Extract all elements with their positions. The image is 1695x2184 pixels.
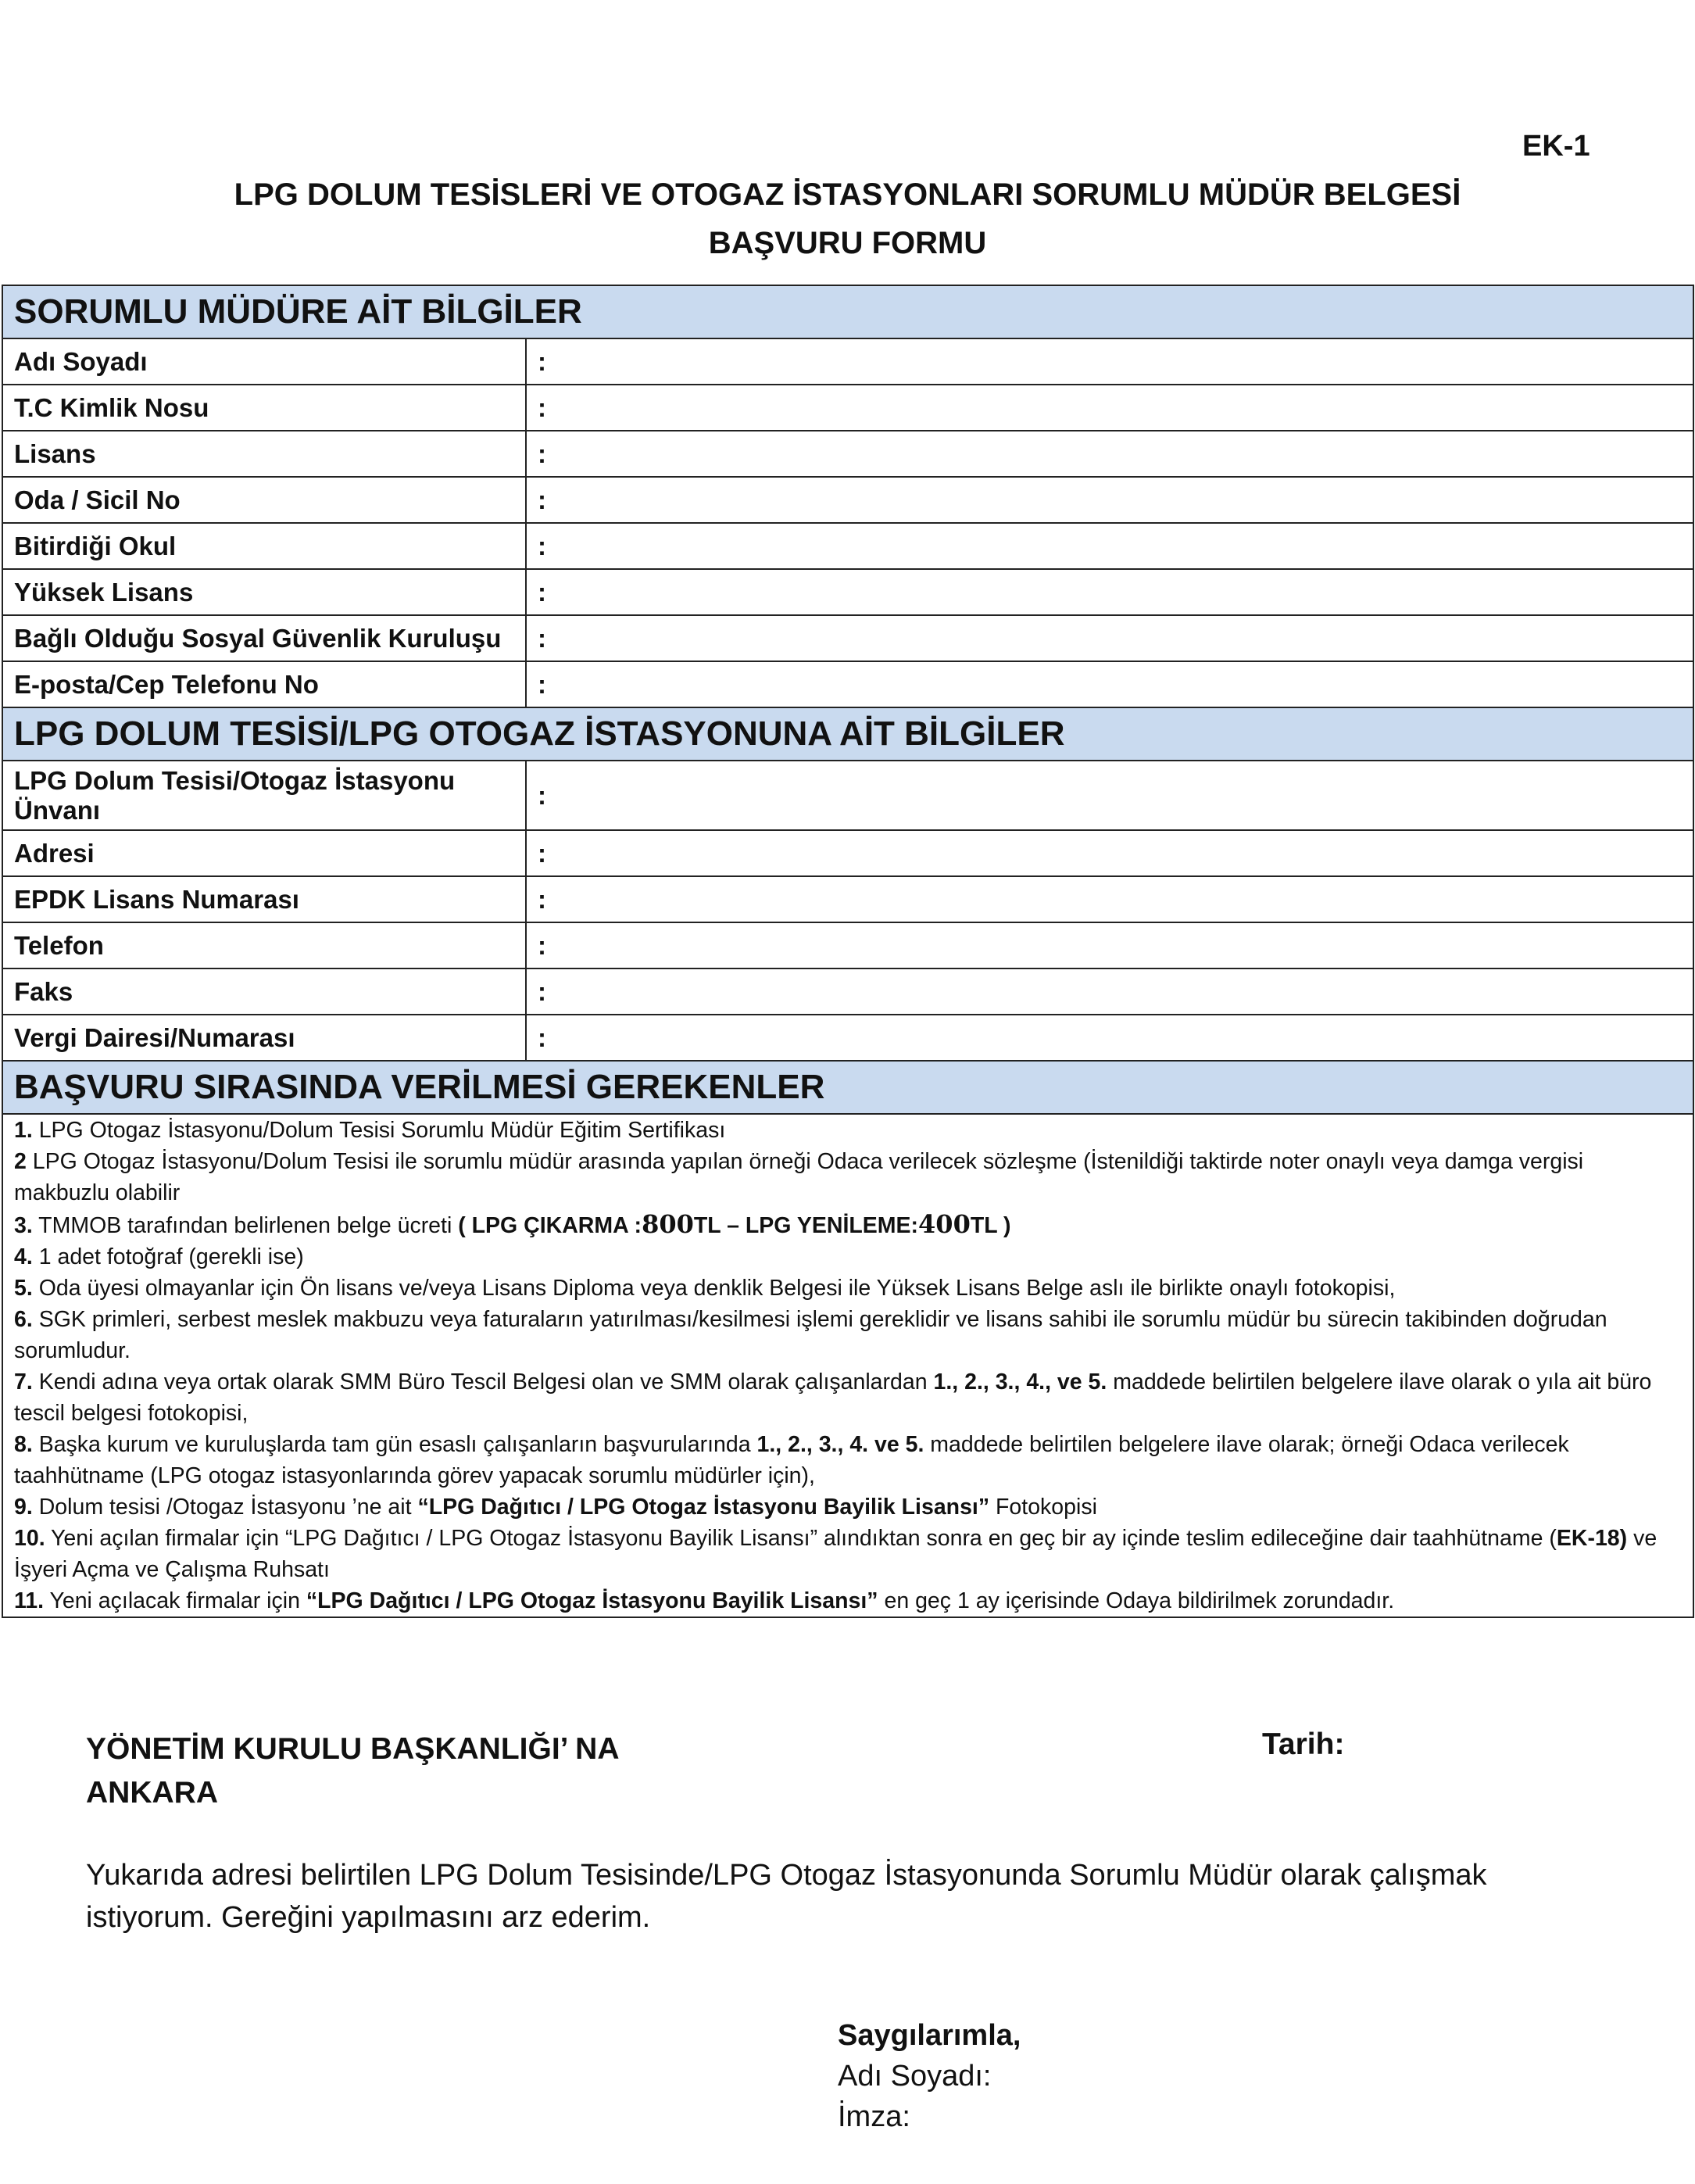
phone-field[interactable]: : (526, 922, 1693, 968)
fax-field[interactable]: : (526, 968, 1693, 1015)
page-title (0, 170, 1695, 267)
list-item: 6. SGK primleri, serbest meslek makbuzu veya faturaların yatırılması/kesilmesi işlemi gereklidir ve lisans sahibi ile sorumlu müdür bu sürecin takibinden doğrudan sorumludur. (14, 1307, 1607, 1363)
section-heading-requirements: BAŞVURU SIRASINDA VERİLMESİ GEREKENLER (2, 1061, 1693, 1114)
form-row (2, 338, 1693, 385)
form-row (2, 922, 1693, 968)
field-label: E-posta/Cep Telefonu No (2, 661, 526, 707)
addressee-line-1: YÖNETİM KURULU BAŞKANLIĞI’ NA (86, 1732, 620, 1766)
section-heading-station: LPG DOLUM TESİSİ/LPG OTOGAZ İSTASYONUNA AİT BİLGİLER (2, 707, 1693, 761)
field-label: LPG Dolum Tesisi/Otogaz İstasyonu Ünvanı (2, 761, 526, 830)
list-item: 10. Yeni açılan firmalar için “LPG Dağıtıcı / LPG Otogaz İstasyonu Bayilik Lisansı” alındıktan sonra en geç bir ay içinde teslim edileceğine dair taahhütname (EK-18) ve İşyeri Açma ve Çalışma Ruhsatı (14, 1526, 1657, 1582)
signature-block (838, 2015, 1021, 2137)
field-label: Faks (2, 968, 526, 1015)
list-item: 9. Dolum tesisi /Otogaz İstasyonu ’ne ait “LPG Dağıtıcı / LPG Otogaz İstasyonu Bayilik Lisansı” Fotokopisi (14, 1495, 1097, 1520)
epdk-license-field[interactable]: : (526, 876, 1693, 922)
signature-label: İmza: (838, 2100, 910, 2133)
field-label: T.C Kimlik Nosu (2, 385, 526, 431)
section-heading-manager: SORUMLU MÜDÜRE AİT BİLGİLER (2, 285, 1693, 338)
addressee-line-2: ANKARA (86, 1776, 218, 1810)
application-form-table (2, 285, 1694, 1618)
field-label: Vergi Dairesi/Numarası (2, 1015, 526, 1061)
renewal-fee: 400 (918, 1209, 971, 1239)
requirements-list (2, 1114, 1693, 1617)
masters-field[interactable]: : (526, 569, 1693, 615)
school-field[interactable]: : (526, 523, 1693, 569)
id-number-field[interactable]: : (526, 385, 1693, 431)
name-field[interactable]: : (526, 338, 1693, 385)
chamber-registry-field[interactable]: : (526, 477, 1693, 523)
field-label: Bağlı Olduğu Sosyal Güvenlik Kuruluşu (2, 615, 526, 661)
address-field[interactable]: : (526, 830, 1693, 876)
field-label: Oda / Sicil No (2, 477, 526, 523)
title-line-1: LPG DOLUM TESİSLERİ VE OTOGAZ İSTASYONLARI SORUMLU MÜDÜR BELGESİ (234, 177, 1461, 212)
form-row (2, 615, 1693, 661)
field-label: Yüksek Lisans (2, 569, 526, 615)
station-title-field[interactable]: : (526, 761, 1693, 830)
list-item: 2 LPG Otogaz İstasyonu/Dolum Tesisi ile sorumlu müdür arasında yapılan örneği Odaca verilecek sözleşme (İstenildiği taktirde noter onaylı veya damga vergisi makbuzlu olabilir (14, 1149, 1584, 1205)
list-item: 4. 1 adet fotoğraf (gerekli ise) (14, 1244, 304, 1269)
form-row (2, 477, 1693, 523)
form-row (2, 1015, 1693, 1061)
form-row (2, 968, 1693, 1015)
annex-number: EK-1 (1522, 130, 1590, 163)
form-row (2, 661, 1693, 707)
degree-field[interactable]: : (526, 431, 1693, 477)
form-row (2, 876, 1693, 922)
field-label: EPDK Lisans Numarası (2, 876, 526, 922)
form-row (2, 569, 1693, 615)
email-phone-field[interactable]: : (526, 661, 1693, 707)
field-label: Lisans (2, 431, 526, 477)
title-line-2: BAŞVURU FORMU (708, 226, 987, 260)
list-item: 8. Başka kurum ve kuruluşlarda tam gün esaslı çalışanların başvurularında 1., 2., 3., 4. ve 5. maddede belirtilen belgelere ilave olarak; örneği Odaca verilecek taahhütname (LPG otogaz istasyonlarında görev yapacak sorumlu müdürler için), (14, 1432, 1569, 1488)
list-item: 7. Kendi adına veya ortak olarak SMM Büro Tescil Belgesi olan ve SMM olarak çalışanlardan 1., 2., 3., 4., ve 5. maddede belirtilen belgelere ilave olarak o yıla ait büro tescil belgesi fotokopisi, (14, 1369, 1652, 1426)
form-row (2, 523, 1693, 569)
date-label: Tarih: (1262, 1728, 1345, 1761)
field-label: Adı Soyadı (2, 338, 526, 385)
form-row (2, 431, 1693, 477)
tax-office-field[interactable]: : (526, 1015, 1693, 1061)
field-label: Telefon (2, 922, 526, 968)
list-item: 5. Oda üyesi olmayanlar için Ön lisans ve/veya Lisans Diploma veya denklik Belgesi ile Yüksek Lisans Belge aslı ile birlikte onaylı fotokopisi, (14, 1276, 1396, 1301)
list-item: 11. Yeni açılacak firmalar için “LPG Dağıtıcı / LPG Otogaz İstasyonu Bayilik Lisansı” en geç 1 ay içerisinde Odaya bildirilmek zorundadır. (14, 1588, 1395, 1613)
signer-name-label: Adı Soyadı: (838, 2060, 992, 2093)
form-row (2, 385, 1693, 431)
list-item: 3. TMMOB tarafından belirlenen belge ücreti ( LPG ÇIKARMA :800TL – LPG YENİLEME:400TL ) (14, 1209, 1011, 1239)
field-label: Bitirdiği Okul (2, 523, 526, 569)
social-security-field[interactable]: : (526, 615, 1693, 661)
closing-salutation: Saygılarımla, (838, 2019, 1021, 2052)
addressee (86, 1728, 620, 1815)
list-item: 1. LPG Otogaz İstasyonu/Dolum Tesisi Sorumlu Müdür Eğitim Sertifikası (14, 1118, 726, 1143)
field-label: Adresi (2, 830, 526, 876)
form-row (2, 830, 1693, 876)
issue-fee: 800 (642, 1209, 694, 1239)
form-row (2, 761, 1693, 830)
petition-text: Yukarıda adresi belirtilen LPG Dolum Tesisinde/LPG Otogaz İstasyonunda Sorumlu Müdür olarak çalışmak istiyorum. Gereğini yapılmasını arz ederim. (86, 1859, 1487, 1934)
